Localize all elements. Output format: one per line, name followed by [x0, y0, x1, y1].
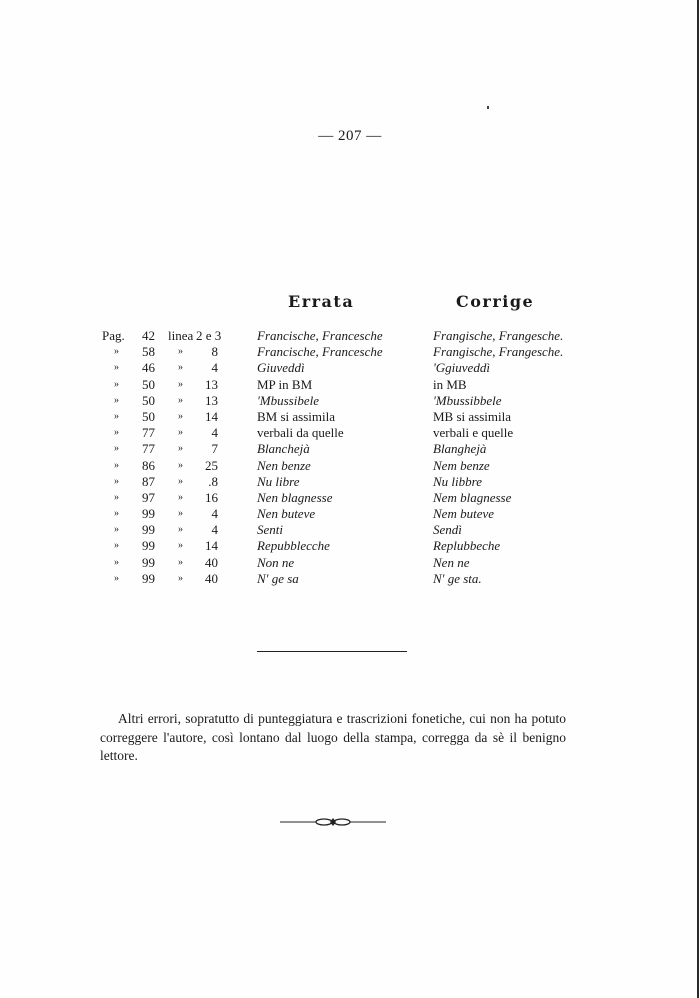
line-number-cell: 4 — [211, 522, 218, 538]
page-number-cell: 77 — [142, 425, 155, 441]
page-number-cell: 50 — [142, 392, 155, 408]
line-number-cell: 4 — [211, 506, 218, 522]
corrige-cell: Frangische, Frangesche. — [433, 344, 564, 360]
page-number-cell: 77 — [142, 441, 155, 457]
line-number-cell: 16 — [205, 489, 218, 505]
errata-row — [100, 360, 620, 376]
errata-cell: Nen buteve — [257, 506, 316, 522]
corrige-cell: MB si assimila — [433, 408, 512, 424]
corrige-cell: 'Mbussibbele — [433, 392, 502, 408]
line-number-cell: 40 — [205, 554, 218, 570]
line-label: » — [178, 427, 183, 439]
errata-row — [100, 571, 620, 587]
line-number-cell: 14 — [205, 408, 218, 424]
corrige-cell: Frangische, Frangesche. — [433, 328, 564, 343]
line-label: » — [178, 394, 183, 406]
errata-cell: Non ne — [257, 554, 295, 570]
errata-row — [100, 344, 620, 360]
page-label: » — [114, 443, 119, 455]
errata-cell: Repubblecche — [257, 538, 330, 554]
page-number-cell: 99 — [142, 506, 155, 522]
page-number-cell: 99 — [142, 554, 155, 570]
page-number-cell: 97 — [142, 489, 155, 505]
corrige-cell: 'Ggiuveddì — [433, 360, 490, 376]
errata-cell: verbali da quelle — [257, 425, 344, 441]
errata-row — [100, 377, 620, 393]
page-label: » — [114, 362, 119, 374]
line-label: » — [178, 508, 183, 520]
page-number-cell: 99 — [142, 538, 155, 554]
line-label: » — [178, 443, 183, 455]
corrige-cell: N' ge sta. — [433, 570, 482, 586]
page-number-cell: 86 — [142, 457, 155, 473]
page-label: Pag. — [102, 328, 125, 343]
page-binding-edge — [697, 0, 699, 998]
corrige-cell: Nem benze — [433, 457, 490, 473]
line-number-cell: 4 — [211, 425, 218, 441]
ornament-flourish-icon — [278, 815, 388, 829]
page-label: » — [114, 540, 119, 552]
line-number-cell: 14 — [205, 538, 218, 554]
errata-row — [100, 409, 620, 425]
line-label: » — [178, 491, 183, 503]
errata-cell: Francische, Francesche — [257, 328, 383, 343]
errata-cell: Giuveddì — [257, 360, 305, 376]
line-number-cell: 2 e 3 — [196, 328, 222, 343]
page-label: » — [114, 378, 119, 390]
page-number-cell: 87 — [142, 473, 155, 489]
errata-row — [100, 393, 620, 409]
page-label: » — [114, 346, 119, 358]
errata-row — [100, 506, 620, 522]
line-label: » — [178, 459, 183, 471]
line-label: » — [178, 378, 183, 390]
page-number-cell: 42 — [142, 328, 155, 343]
page-number: — 207 — — [318, 128, 382, 144]
line-number-cell: .8 — [208, 473, 218, 489]
page-label: » — [114, 572, 119, 584]
errata-cell: 'Mbussibele — [257, 392, 319, 408]
page-number-cell: 99 — [142, 570, 155, 586]
errata-cell: Nen blagnesse — [257, 489, 333, 505]
line-label: » — [178, 540, 183, 552]
corrige-cell: Nen ne — [433, 554, 470, 570]
corrige-cell: Replubbeche — [433, 538, 501, 554]
corrige-cell: Nem buteve — [433, 506, 495, 522]
corrige-cell: in MB — [433, 376, 467, 392]
page-label: » — [114, 459, 119, 471]
corrige-cell: Sendì — [433, 522, 462, 538]
corrige-heading: Corrige — [456, 292, 535, 311]
errata-row — [100, 538, 620, 554]
line-label: » — [178, 524, 183, 536]
closing-note: Altri errori, sopratutto di punteggiatura e trascrizioni fonetiche, cui non ha potuto correggere l'autore, così lontano dal luogo della stampa, corregga da sè il benigno lettore. — [100, 711, 566, 763]
line-label: » — [178, 410, 183, 422]
line-label: » — [178, 346, 183, 358]
page-label: » — [114, 556, 119, 568]
errata-cell: Senti — [257, 522, 283, 538]
corrige-cell: Nem blagnesse — [433, 489, 512, 505]
errata-cell: Nu libre — [257, 473, 300, 489]
section-divider — [257, 651, 407, 652]
errata-row — [100, 458, 620, 474]
line-number-cell: 13 — [205, 376, 218, 392]
errata-cell: N' ge sa — [257, 570, 299, 586]
errata-row — [100, 474, 620, 490]
line-label: » — [178, 572, 183, 584]
errata-cell: Francische, Francesche — [257, 344, 383, 360]
page-label: » — [114, 524, 119, 536]
page-number-cell: 46 — [142, 360, 155, 376]
errata-cell: Blanchejà — [257, 441, 310, 457]
page-label: » — [114, 491, 119, 503]
line-number-cell: 7 — [211, 441, 218, 457]
line-label: linea — [168, 328, 194, 343]
errata-row — [100, 425, 620, 441]
errata-cell: BM si assimila — [257, 408, 336, 424]
page-number-cell: 50 — [142, 408, 155, 424]
line-number-cell: 25 — [205, 457, 218, 473]
corrige-cell: Blanghejà — [433, 441, 487, 457]
page-number-cell: 99 — [142, 522, 155, 538]
errata-heading: Errata — [288, 292, 355, 311]
errata-row — [100, 490, 620, 506]
corrige-cell: verbali e quelle — [433, 425, 514, 441]
errata-row — [100, 441, 620, 457]
corrige-cell: Nu libbre — [433, 473, 482, 489]
errata-cell: MP in BM — [257, 376, 313, 392]
print-speck — [487, 106, 489, 109]
page-label: » — [114, 508, 119, 520]
page-label: » — [114, 427, 119, 439]
line-label: » — [178, 475, 183, 487]
page-number-cell: 50 — [142, 376, 155, 392]
errata-row — [100, 555, 620, 571]
page-label: » — [114, 394, 119, 406]
line-number-cell: 13 — [205, 392, 218, 408]
line-number-cell: 8 — [211, 344, 218, 360]
errata-row — [100, 328, 620, 344]
errata-row — [100, 522, 620, 538]
line-label: » — [178, 362, 183, 374]
errata-table — [100, 328, 620, 587]
page-label: » — [114, 410, 119, 422]
page-number-cell: 58 — [142, 344, 155, 360]
line-number-cell: 40 — [205, 570, 218, 586]
line-number-cell: 4 — [211, 360, 218, 376]
page-label: » — [114, 475, 119, 487]
line-label: » — [178, 556, 183, 568]
errata-cell: Nen benze — [257, 457, 311, 473]
